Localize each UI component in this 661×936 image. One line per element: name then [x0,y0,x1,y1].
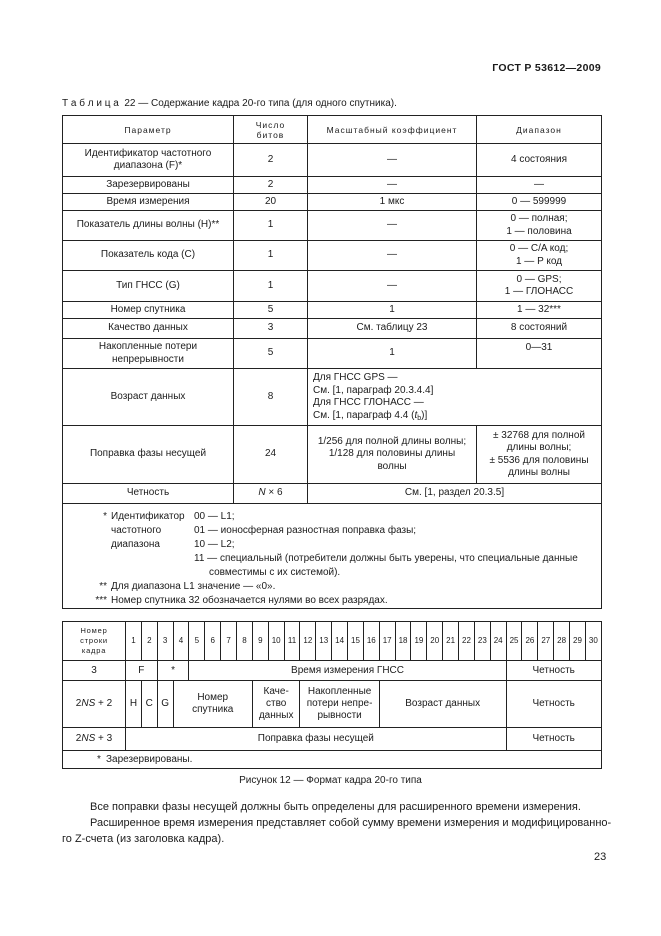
param-cell: Номер спутника [63,302,234,319]
footnote-marker: * [103,511,107,522]
age-line-last [313,410,596,426]
bit-number: 14 [332,622,348,661]
bit-number: 9 [252,622,268,661]
line-number-prefix: 2 [75,698,82,709]
frame-line-number [63,728,126,751]
bit-number: 12 [300,622,316,661]
field-data-age: Возраст данных [379,681,506,728]
field-frequency-id: F [126,661,158,681]
frame-line-number-header: Номер строки кадра [63,622,126,661]
footnote-text: Зарезервированы. [106,753,193,765]
age-ref-suffix: )] [421,409,428,421]
bit-number: 30 [585,622,601,661]
figure-caption: Рисунок 12 — Формат кадра 20-го типа [239,775,422,786]
footnote-label: Идентификатор частотного диапазона [111,511,185,550]
param-cell: Четность [63,484,234,504]
footnote-marker: * [97,753,101,765]
bit-header-row [63,622,602,661]
table-row [63,369,602,426]
body-text [62,799,627,847]
bit-number: 6 [205,622,221,661]
field-data-quality: Каче- ство данных [252,681,300,728]
scale-cell: 1/256 для полной длины волны; 1/128 для половины длины волны [308,426,477,484]
range-cell: 0 — 599999 [477,194,602,211]
frame-content-table [62,115,602,609]
bits-cell: 20 [234,194,308,211]
bit-number: 24 [490,622,506,661]
param-cell: Поправка фазы несущей [63,426,234,484]
bit-number: 29 [570,622,586,661]
bits-multiplier: × 6 [265,487,283,499]
bit-number: 20 [427,622,443,661]
field-parity: Четность [506,681,601,728]
param-cell: Тип ГНСС (G) [63,271,234,302]
param-cell: Качество данных [63,319,234,339]
range-cell: 8 состояний [477,319,602,339]
bits-cell: 3 [234,319,308,339]
bits-cell: 1 [234,271,308,302]
bit-number: 3 [157,622,173,661]
table-header-row [63,116,602,144]
footnote-marker: *** [95,595,107,606]
table-row [63,194,602,211]
range-cell: 0—31 [477,339,602,369]
table-row [63,302,602,319]
field-parity: Четность [506,728,601,751]
table-row [63,271,602,302]
bit-number: 11 [284,622,300,661]
field-carrier-phase-correction: Поправка фазы несущей [126,728,507,751]
frame-footnote [63,751,602,769]
footnote-code: 10 — L2; [194,539,235,550]
range-cell: 1 — 32*** [477,302,602,319]
footnote-code: 00 — L1; [194,511,235,522]
paragraph: Все поправки фазы несущей должны быть определены для расширенного времени измерения. [90,801,581,813]
scale-cell: 1 мкс [308,194,477,211]
scale-cell: — [308,271,477,302]
bit-number: 10 [268,622,284,661]
footnote-code: 11 — специальный (потребители должны быть уверены, что специальные данные совместимы с их системой). [194,553,578,578]
bits-cell: 5 [234,339,308,369]
bits-cell: 2 [234,177,308,194]
frame-row-2ns-2 [63,681,602,728]
bit-number: 22 [459,622,475,661]
scale-cell: 1 [308,302,477,319]
bit-number: 21 [443,622,459,661]
scale-cell: 1 [308,339,477,369]
bit-number: 17 [379,622,395,661]
param-cell: Показатель кода (C) [63,241,234,271]
age-ref-prefix: См. [1, параграф 4.4 ( [313,409,415,421]
table-row [63,241,602,271]
bits-cell: 2 [234,144,308,177]
table-row [63,144,602,177]
bit-number: 16 [363,622,379,661]
range-cell: 0 — GPS; 1 — ГЛОНАСС [477,271,602,302]
paragraph: Расширенное время измерения представляет собой сумму времени измерения и модифицированно- го Z-счета (из заголовка кадра). [62,817,612,845]
frame-line-number [63,681,126,728]
bit-number: 2 [141,622,157,661]
line-number-variable: NS [81,698,96,709]
table-caption: Т а б л и ц а 22 — Содержание кадра 20-го типа (для одного спутника). [62,98,397,109]
table-row [63,426,602,484]
bits-cell: 1 [234,211,308,241]
document-id: ГОСТ Р 53612—2009 [492,62,601,74]
bits-variable: N [258,487,266,499]
field-gnss-type: G [157,681,173,728]
scale-cell: — [308,211,477,241]
bit-number: 15 [348,622,364,661]
table-row [63,319,602,339]
line-number-variable: NS [81,733,96,744]
field-parity: Четность [506,661,601,681]
field-wavelength: H [126,681,142,728]
bit-number: 5 [189,622,205,661]
table-row [63,339,602,369]
bit-number: 7 [221,622,237,661]
line-number-suffix: + 2 [95,698,113,709]
bit-number: 27 [538,622,554,661]
footnote-2 [63,580,597,594]
footnote-text: Номер спутника 32 обозначается нулями во всех разрядах. [111,595,388,606]
range-cell: — [477,177,602,194]
scale-cell: — [308,144,477,177]
footnote-codes [194,510,597,580]
column-header-bits: Число битов [234,116,308,144]
frame-line-number: 3 [63,661,126,681]
param-cell: Зарезервированы [63,177,234,194]
age-reference-cell [308,369,602,426]
scale-cell: — [308,241,477,271]
field-satellite-number: Номер спутника [173,681,252,728]
footnote-code: 01 — ионосферная разностная поправка фазы; [194,525,417,536]
bit-number: 8 [237,622,253,661]
bits-cell: 8 [234,369,308,426]
param-cell: Время измерения [63,194,234,211]
table-footnotes-row [63,504,602,609]
param-cell: Возраст данных [63,369,234,426]
footnote-marker: ** [99,581,107,592]
footnotes-cell [63,504,602,609]
footnote-1 [63,510,597,580]
bit-number: 25 [506,622,522,661]
bit-number: 13 [316,622,332,661]
param-cell: Идентификатор частотного диапазона (F)* [63,144,234,177]
range-cell: 0 — полная; 1 — половина [477,211,602,241]
field-continuity-loss: Накопленные потери непре- рывности [300,681,379,728]
bit-number: 18 [395,622,411,661]
table-row [63,177,602,194]
scale-cell: — [308,177,477,194]
bits-cell: 5 [234,302,308,319]
footnote-text: Для диапазона L1 значение — «0». [111,581,276,592]
line-number-suffix: + 3 [95,733,113,744]
field-measurement-time: Время измерения ГНСС [189,661,506,681]
bit-number: 28 [554,622,570,661]
line-number-prefix: 2 [75,733,82,744]
range-cell: ± 32768 для полной длины волны; ± 5536 для половины длины волны [477,426,602,484]
frame-footnote-row [63,751,602,769]
range-cell: 0 — C/A код; 1 — P код [477,241,602,271]
column-header-range: Диапазон [477,116,602,144]
column-header-scale: Масштабный коэффициент [308,116,477,144]
age-line: См. [1, параграф 20.3.4.4] [313,384,434,396]
range-cell: 4 состояния [477,144,602,177]
bit-number: 4 [173,622,189,661]
field-code: C [141,681,157,728]
scale-cell: См. таблицу 23 [308,319,477,339]
age-ref-subscript: b [417,414,422,422]
frame-format-table [62,621,602,769]
age-line: Для ГНСС GPS — [313,372,398,383]
bit-number: 23 [474,622,490,661]
bit-number: 26 [522,622,538,661]
frame-row-3 [63,661,602,681]
bits-cell: 24 [234,426,308,484]
bits-cell [234,484,308,504]
frame-row-2ns-3 [63,728,602,751]
param-cell: Накопленные потери непрерывности [63,339,234,369]
param-cell: Показатель длины волны (H)** [63,211,234,241]
footnote-3 [63,594,597,608]
bit-number: 1 [126,622,142,661]
age-ref-variable: t [414,409,418,421]
page-number: 23 [594,851,607,863]
bit-number: 19 [411,622,427,661]
age-line: Для ГНСС ГЛОНАСС — [313,397,424,408]
bits-cell: 1 [234,241,308,271]
table-row [63,211,602,241]
parity-reference-cell: См. [1, раздел 20.3.5] [308,484,602,504]
field-reserved: * [157,661,189,681]
table-row [63,484,602,504]
column-header-parameter: Параметр [63,116,234,144]
